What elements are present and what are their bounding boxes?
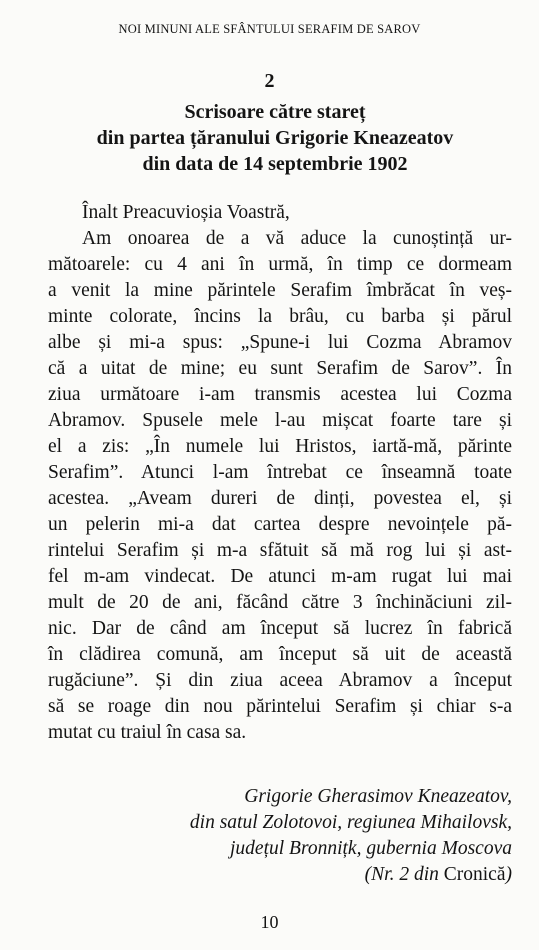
body-line: Am onoarea de a vă aduce la cunoștință ur- xyxy=(82,228,512,249)
body-line: un pelerin mi-a dat cartea despre nevoințele pă- xyxy=(48,514,512,535)
body-line: să se roage din nou părintelui Serafim și chiar s-a xyxy=(48,696,512,717)
letter-body xyxy=(48,200,512,746)
chapter-number: 2 xyxy=(264,70,275,92)
body-line: că a uitat de mine; eu sunt Serafim de Sarov”. În xyxy=(48,358,512,379)
title-line: din data de 14 septembrie 1902 xyxy=(142,153,408,175)
source-title: Cronică xyxy=(443,864,506,885)
body-line: fel m-am vindecat. De atunci m-am rugat lui mai xyxy=(48,566,512,587)
body-line: mutat cu traiul în casa sa. xyxy=(48,722,247,743)
salutation: Înalt Preacuvioșia Voastră, xyxy=(82,202,290,223)
body-line: Serafim”. Atunci l-am întrebat ce înseamnă toate xyxy=(48,462,512,483)
source-close: ) xyxy=(505,864,512,885)
letter-title xyxy=(60,99,490,177)
body-line: Abramov. Spusele mele l-au mișcat foarte tare și xyxy=(48,410,512,431)
body-line: nic. Dar de când am început să lucrez în fabrică xyxy=(48,618,512,639)
running-header: NOI MINUNI ALE SFÂNTULUI SERAFIM DE SAROV xyxy=(118,22,421,36)
body-line: mătoarele: cu 4 ani în urmă, în timp ce dormeam xyxy=(48,254,512,275)
body-line: minte colorate, încins la brâu, cu barba și părul xyxy=(48,306,512,327)
body-line: ziua următoare i-am transmis acestea lui Cozma xyxy=(48,384,512,405)
body-line: rugăciune”. Și din ziua aceea Abramov a început xyxy=(48,670,512,691)
signature-source xyxy=(82,862,512,888)
source-open: (Nr. 2 xyxy=(364,864,414,885)
signature-block xyxy=(82,784,512,888)
body-line: acestea. „Aveam dureri de dinți, povestea el, și xyxy=(48,488,512,509)
title-line: din partea țăranului Grigorie Kneazeatov xyxy=(96,127,454,149)
signature-name: Grigorie Gherasimov Kneazeatov, xyxy=(244,786,512,807)
title-line: Scrisoare către stareț xyxy=(184,101,366,123)
source-din: din xyxy=(413,864,439,885)
signature-village: din satul Zolotovoi, regiunea Mihailovsk, xyxy=(189,812,512,833)
body-line: a venit la mine părintele Serafim îmbrăcat în veș- xyxy=(48,280,512,301)
body-line: rintelui Serafim și m-a sfătuit să mă rog lui și ast- xyxy=(48,540,512,561)
page-number: 10 xyxy=(260,912,279,932)
signature-county: județul Bronnițk, gubernia Moscova xyxy=(230,838,512,859)
body-line: el a zis: „În numele lui Hristos, iartă-mă, părinte xyxy=(48,436,512,457)
body-line: mult de 20 de ani, făcând către 3 închinăciuni zil- xyxy=(48,592,512,613)
body-line: în clădirea comună, am început să uit de această xyxy=(48,644,512,665)
body-line: albe și mi-a spus: „Spune-i lui Cozma Abramov xyxy=(48,332,512,353)
